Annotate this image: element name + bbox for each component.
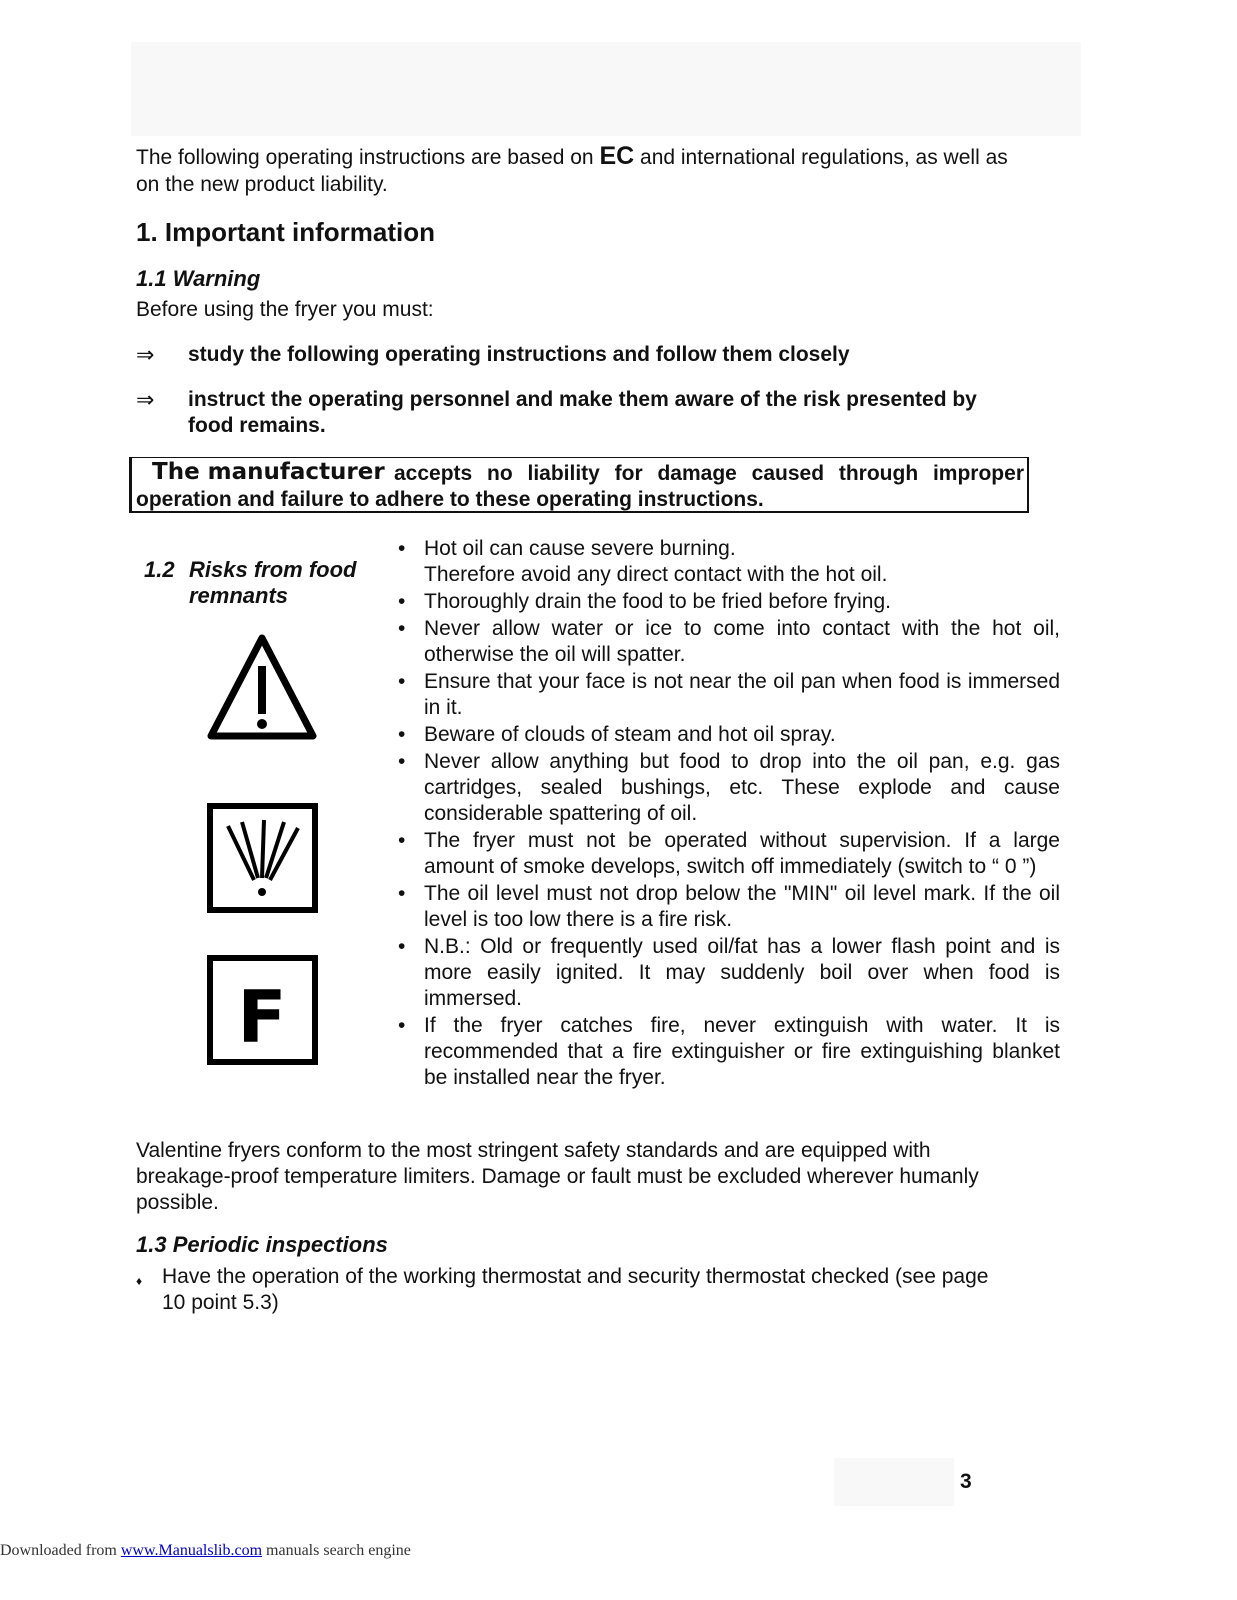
risk-text: Beware of clouds of steam and hot oil spray.: [424, 723, 836, 746]
intro-after: and international regulations, as well as on the new product liability.: [136, 146, 1008, 196]
bullet-icon: •: [398, 1014, 406, 1037]
closing-paragraph: Valentine fryers conform to the most stringent safety standards and are equipped with breakage-proof temperature limiters. Damage or fault must be excluded wherever humanly possible.: [136, 1139, 979, 1214]
notice-line-2: operation and failure to adhere to these operating instructions.: [136, 488, 764, 511]
bullet-icon: •: [398, 829, 406, 852]
arrow-icon: ⇒: [136, 387, 155, 412]
risk-text-continued: Therefore avoid any direct contact with the hot oil.: [424, 563, 888, 586]
risk-text: Thoroughly drain the food to be fried before frying.: [424, 590, 891, 613]
list-item: [398, 722, 1060, 748]
list-item: [398, 589, 1060, 615]
fire-symbol-letter: F: [237, 975, 287, 1059]
risks-title-line-2: remnants: [189, 583, 289, 608]
list-item: [398, 749, 1060, 827]
bullet-icon: •: [398, 670, 406, 693]
inspections-text: Have the operation of the working thermostat and security thermostat checked (see page 10 point 5.3): [162, 1265, 989, 1314]
risk-text: Never allow anything but food to drop into the oil pan, e.g. gas cartridges, sealed bushings, etc. These explode and cause considerable spattering of oil.: [424, 750, 1060, 825]
list-item: [398, 828, 1060, 880]
bullet-icon: •: [398, 935, 406, 958]
footer-suffix: manuals search engine: [262, 1542, 411, 1559]
risks-bullet-list: [398, 536, 1060, 1092]
warning-item-2: instruct the operating personnel and make them aware of the risk presented by food remains.: [188, 388, 977, 437]
warning-item-1: study the following operating instructions and follow them closely: [188, 343, 850, 366]
risk-text: Never allow water or ice to come into contact with the hot oil, otherwise the oil will spatter.: [424, 617, 1060, 666]
risk-text: The fryer must not be operated without supervision. If a large amount of smoke develops, switch off immediately (switch to “ 0 ”): [424, 829, 1060, 878]
spatter-hazard-icon: [206, 802, 319, 914]
notice-line-1: [152, 459, 385, 485]
arrow-icon: ⇒: [136, 342, 155, 367]
risks-title-line-1: Risks from food: [189, 557, 357, 582]
page-number: 3: [960, 1470, 972, 1493]
bullet-icon: •: [398, 882, 406, 905]
list-item: [398, 934, 1060, 1012]
bullet-icon: •: [398, 750, 406, 773]
liability-notice-box: [129, 457, 1029, 513]
warning-heading: 1.1 Warning: [136, 266, 261, 291]
ec-mark: EC: [599, 142, 635, 170]
risks-number: 1.2: [144, 557, 175, 582]
section-1-title: 1. Important information: [136, 217, 435, 247]
list-item: [398, 616, 1060, 668]
bullet-icon: •: [398, 537, 406, 560]
risk-text: N.B.: Old or frequently used oil/fat has a lower flash point and is more easily ignited. It may suddenly boil over when food is immersed.: [424, 935, 1060, 1010]
intro-paragraph: [136, 143, 1036, 198]
inspections-item: [136, 1264, 1016, 1316]
bullet-icon: •: [398, 590, 406, 613]
bullet-icon: •: [398, 723, 406, 746]
list-item: [398, 1013, 1060, 1091]
fire-hazard-icon: [206, 954, 319, 1066]
inspections-heading: 1.3 Periodic inspections: [136, 1232, 388, 1257]
intro-before: The following operating instructions are based on: [136, 146, 600, 169]
diamond-bullet-icon: ♦: [136, 1274, 143, 1288]
list-item: [398, 669, 1060, 721]
list-item: [398, 881, 1060, 933]
page-number-band: [834, 1458, 954, 1506]
download-footer: [0, 1542, 411, 1560]
bullet-icon: •: [398, 617, 406, 640]
footer-prefix: Downloaded from: [0, 1542, 121, 1559]
risk-text: Ensure that your face is not near the oil pan when food is immersed in it.: [424, 670, 1060, 719]
notice-line-1-rest: accepts no liability for damage caused through improper: [394, 462, 1024, 485]
warning-triangle-icon: [205, 632, 320, 744]
risk-text: If the fryer catches fire, never extinguish with water. It is recommended that a fire extinguisher or fire extinguishing blanket be installed near the fryer.: [424, 1014, 1060, 1089]
risk-text: The oil level must not drop below the "MIN" oil level mark. If the oil level is too low there is a fire risk.: [424, 882, 1060, 931]
header-band: [131, 42, 1081, 136]
list-item: [398, 536, 1060, 588]
risk-text: Hot oil can cause severe burning.: [424, 537, 736, 560]
warning-lead: Before using the fryer you must:: [136, 298, 434, 321]
manualslib-link[interactable]: www.Manualslib.com: [120, 1542, 263, 1559]
manufacturer-label: The manufacturer: [152, 459, 385, 485]
